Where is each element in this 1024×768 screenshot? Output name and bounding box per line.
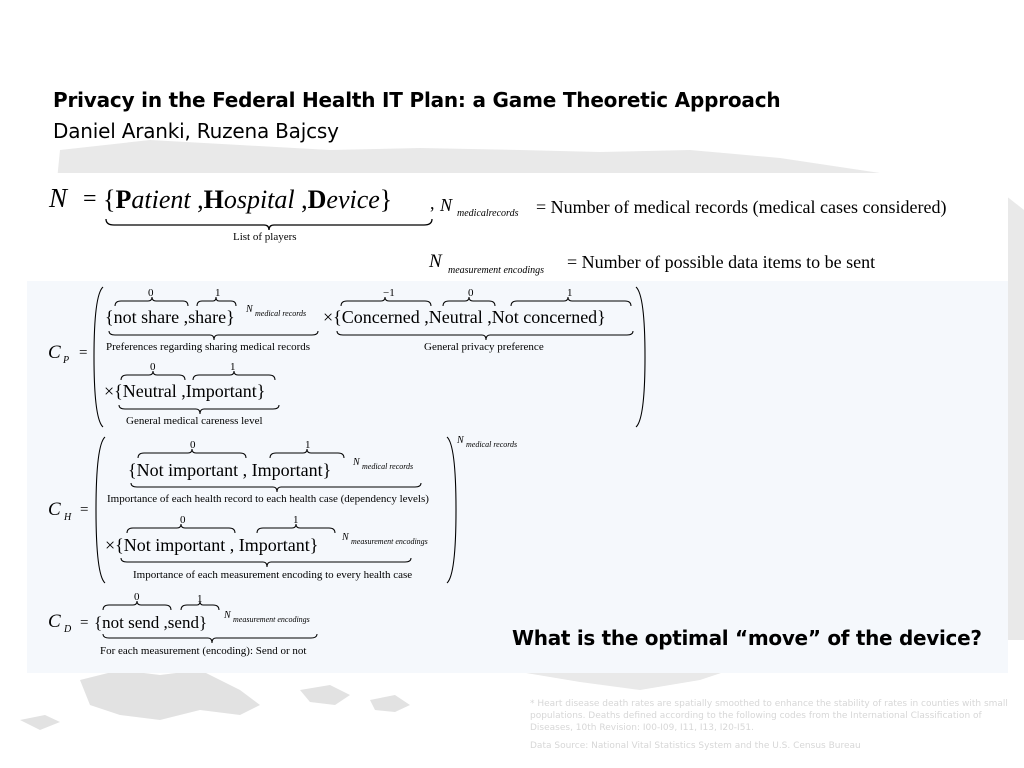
cd-lhs: C xyxy=(48,611,61,632)
cp-care-underbrace xyxy=(117,403,283,415)
slide-authors: Daniel Aranki, Ruzena Bajcsy xyxy=(53,119,339,143)
ch-equals: = xyxy=(80,502,89,518)
cd-send-label: For each measurement (encoding): Send or not xyxy=(100,645,307,657)
cp-privacy-value-0: −1 xyxy=(383,287,395,299)
cp-share-value-1: 1 xyxy=(215,287,221,299)
encodings-subscript: measurement encodings xyxy=(448,265,544,276)
players-underbrace xyxy=(104,217,434,231)
cp-share-exp-sub: medical records xyxy=(255,309,307,318)
cd-send-exp: N xyxy=(224,610,231,621)
cp-privacy-set: ×{Concerned ,Neutral ,Not concerned} xyxy=(323,307,606,327)
encodings-symbol: N xyxy=(429,251,442,272)
cp-share-label: Preferences regarding sharing medical records xyxy=(106,341,311,353)
players-set: {Patient ,Hospital ,Device} xyxy=(103,185,393,214)
cp-privacy-underbrace xyxy=(335,329,637,341)
encodings-definition: = Number of possible data items to be sent xyxy=(567,252,876,272)
footnote-line-2: Data Source: National Vital Statistics System and the U.S. Census Bureau xyxy=(530,741,861,751)
ch-record-overbraces xyxy=(136,449,356,459)
ch-record-exp-sub: medical records xyxy=(362,462,414,471)
players-comma: , xyxy=(430,193,435,213)
ch-enc-exp-sub: measurement encodings xyxy=(351,537,428,546)
cd-send-exp-sub: measurement encodings xyxy=(233,615,310,624)
cp-share-value-0: 0 xyxy=(148,287,154,299)
map-footnote xyxy=(530,698,1010,758)
cd-equals: = xyxy=(80,615,89,631)
cp-care-value-0: 0 xyxy=(150,361,156,373)
cd-send-overbraces xyxy=(101,601,231,611)
ch-right-paren xyxy=(445,435,459,585)
ch-record-exp: N xyxy=(353,457,360,468)
players-lhs: N xyxy=(49,183,68,213)
cd-send-value-0: 0 xyxy=(134,591,140,603)
cp-equals: = xyxy=(79,345,88,361)
footnote-line-1: * Heart disease death rates are spatially smoothed to enhance the stability of rates in counties with small populations. Deaths defined according to the following codes from the International Classification of Diseases, 10th Revision: I00-I09, I11, I13, I20-I51. xyxy=(530,699,1008,733)
records-definition: = Number of medical records (medical cases considered) xyxy=(536,197,947,217)
cp-lhs-subscript: P xyxy=(63,355,70,366)
players-equals: = xyxy=(83,186,97,212)
ch-outer-exp-sub: medical records xyxy=(466,440,518,449)
ch-enc-value-1: 1 xyxy=(293,514,299,526)
cp-share-overbraces xyxy=(113,297,243,307)
cp-care-value-1: 1 xyxy=(230,361,236,373)
cp-share-set: {not share ,share} xyxy=(105,307,235,327)
cd-send-underbrace xyxy=(101,632,323,644)
cp-care-label: General medical careness level xyxy=(126,415,263,427)
cp-care-overbraces xyxy=(119,371,289,381)
ch-left-paren xyxy=(93,435,107,585)
ch-record-value-1: 1 xyxy=(305,439,311,451)
cd-send-value-1: 1 xyxy=(197,593,203,605)
players-underbrace-label: List of players xyxy=(233,231,297,243)
ch-lhs: C xyxy=(48,499,61,520)
cd-lhs-subscript: D xyxy=(64,624,72,635)
cp-share-underbrace xyxy=(107,329,322,341)
ch-record-underbrace xyxy=(129,481,429,493)
ch-enc-overbraces xyxy=(125,524,345,534)
cp-lhs: C xyxy=(48,342,61,363)
cp-left-paren xyxy=(91,285,105,429)
ch-record-label: Importance of each health record to each health case (dependency levels) xyxy=(107,493,429,505)
records-subscript: medicalrecords xyxy=(457,208,519,219)
cp-privacy-value-2: 1 xyxy=(567,287,573,299)
ch-record-set: {Not important , Important} xyxy=(128,460,332,480)
ch-record-value-0: 0 xyxy=(190,439,196,451)
cp-share-exp: N xyxy=(246,304,253,315)
question-callout: What is the optimal “move” of the device? xyxy=(512,626,982,650)
cd-send-set: {not send ,send} xyxy=(94,613,208,632)
slide-title: Privacy in the Federal Health IT Plan: a Game Theoretic Approach xyxy=(53,88,781,112)
ch-outer-exp: N xyxy=(457,435,464,446)
cp-privacy-value-1: 0 xyxy=(468,287,474,299)
cp-privacy-overbraces xyxy=(339,297,639,307)
records-symbol: N xyxy=(440,195,453,215)
ch-enc-underbrace xyxy=(119,556,419,568)
ch-enc-set: ×{Not important , Important} xyxy=(105,535,319,555)
ch-enc-value-0: 0 xyxy=(180,514,186,526)
cp-privacy-label: General privacy preference xyxy=(424,341,544,353)
ch-lhs-subscript: H xyxy=(64,512,72,523)
ch-enc-label: Importance of each measurement encoding to every health case xyxy=(133,569,413,581)
cp-care-set: ×{Neutral ,Important} xyxy=(104,381,266,401)
equations-panel xyxy=(27,173,1008,673)
ch-enc-exp: N xyxy=(342,532,349,543)
